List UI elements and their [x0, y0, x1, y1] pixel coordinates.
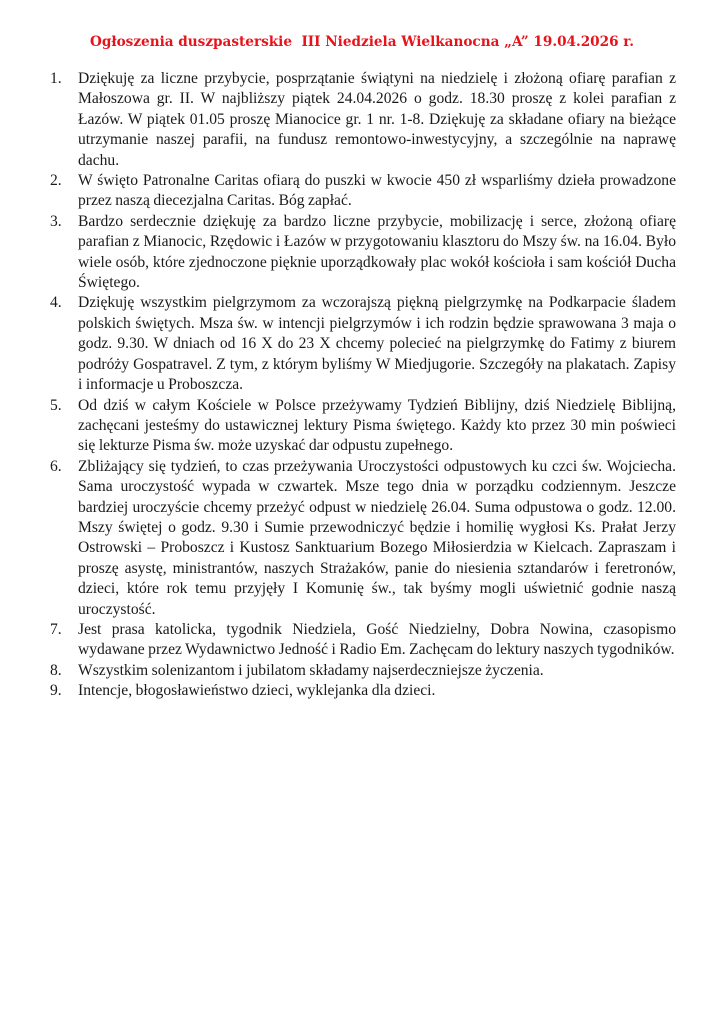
list-item-number: 4.: [50, 294, 62, 312]
list-item-text: Od dziś w całym Kościele w Polsce przeżywamy Tydzień Biblijny, dziś Niedzielę Biblijną, zachęcani jesteśmy do ustawicznej lektury Pisma świętego. Każdy kto przez 30 min poświeci się lekturze Pisma św. może uzyskać dar odpustu zupełnego.: [78, 396, 676, 455]
list-item: [50, 396, 676, 457]
list-item-number: 3.: [50, 212, 62, 230]
list-item-number: 9.: [50, 682, 62, 700]
list-item-text: Dziękuję wszystkim pielgrzymom za wczorajszą piękną pielgrzymkę na Podkarpacie śladem polskich świętych. Msza św. w intencji pielgrzymów i ich rodzin będzie sprawowana 3 maja o godz. 9.30. W dniach od 16 X do 23 X chcemy polecieć na pielgrzymkę do Fatimy z biurem podróży Gospatravel. Z tym, z którym byliśmy W Miedjugorie. Szczegóły na plakatach. Zapisy i informacje u Proboszcza.: [78, 294, 676, 394]
list-item-number: 7.: [50, 620, 62, 638]
list-item: [50, 69, 676, 171]
list-item-text: Dziękuję za liczne przybycie, posprzątanie świątyni na niedzielę i złożoną ofiarę parafian z Małoszowa gr. II. W najbliższy piątek 24.04.2026 o godz. 18.30 proszę z kolei parafian z Łazów. W piątek 01.05 proszę Mianocice gr. 1 nr. 1-8. Dziękuję za składane ofiary na bieżące utrzymanie naszej parafii, na fundusz remontowo-inwestycyjny, a szczególnie na naprawę dachu.: [78, 70, 676, 169]
list-item: [50, 171, 676, 212]
list-item: [50, 620, 676, 661]
list-item-text: Intencje, błogosławieństwo dzieci, wyklejanka dla dzieci.: [78, 682, 436, 700]
list-item-number: 5.: [50, 396, 62, 414]
list-item: [50, 681, 676, 701]
list-item: [50, 457, 676, 620]
list-item-number: 6.: [50, 457, 62, 475]
list-item-text: Jest prasa katolicka, tygodnik Niedziela, Gość Niedzielny, Dobra Nowina, czasopismo wydawane przez Wydawnictwo Jedność i Radio Em. Zachęcam do lektury naszych tygodników.: [78, 620, 676, 659]
list-item-number: 1.: [50, 70, 62, 87]
announcements-list: [50, 69, 676, 702]
list-item-text: W święto Patronalne Caritas ofiarą do puszki w kwocie 450 zł wsparliśmy dzieła prowadzone przez naszą diecezjalna Caritas. Bóg zapłać.: [78, 172, 676, 210]
list-item-number: 8.: [50, 661, 62, 679]
list-item-number: 2.: [50, 172, 62, 190]
list-item: [50, 293, 676, 395]
list-item-text: Wszystkim solenizantom i jubilatom składamy najserdeczniejsze życzenia.: [78, 661, 544, 679]
list-item: [50, 212, 676, 294]
list-item-text: Zbliżający się tydzień, to czas przeżywania Uroczystości odpustowych ku czci św. Wojciecha. Sama uroczystość wypada w czwartek. Msze tego dnia w porządku codziennym. Jeszcze bardziej uroczyście chcemy przeżyć odpust w niedzielę 26.04. Suma odpustowa o godz. 12.00. Mszy świętej o godz. 9.30 i Sumie przewodniczyć będzie i homilię wygłosi Ks. Prałat Jerzy Ostrowski – Proboszcz i Kustosz Sanktuarium Bozego Miłosierdzia w Kielcach. Zapraszam i proszę asystę, ministrantów, naszych Strażaków, panie do niesienia sztandarów i feretronów, dzieci, które rok temu przyjęły I Komunię św., tak byśmy mogli uświetnić godnie naszą uroczystość.: [78, 457, 676, 618]
list-item: [50, 661, 676, 681]
page-title: Ogłoszenia duszpasterskie III Niedziela Wielkanocna „A” 19.04.2026 r.: [90, 34, 634, 50]
list-item-text: Bardzo serdecznie dziękuję za bardzo liczne przybycie, mobilizację i serce, złożoną ofiarę parafian z Mianocic, Rzędowic i Łazów w przygotowaniu klasztoru do Mszy św. na 16.04. Było wiele osób, które zjednoczone pięknie uporządkowały plac wokół kościoła i sam kościół Ducha Świętego.: [78, 212, 676, 292]
